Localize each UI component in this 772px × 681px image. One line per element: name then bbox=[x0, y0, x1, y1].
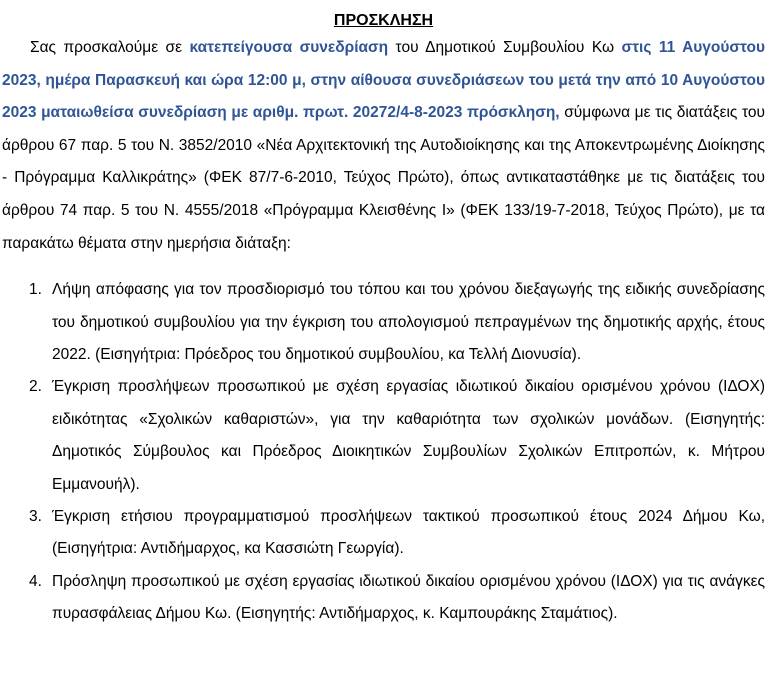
document-title: ΠΡΟΣΚΛΗΣΗ bbox=[333, 12, 434, 29]
intro-paragraph bbox=[2, 32, 765, 260]
agenda-item-2 bbox=[2, 371, 765, 501]
agenda-item-text: Έγκριση προσλήψεων προσωπικού με σχέση εργασίας ιδιωτικού δικαίου ορισμένου χρόνου (ΙΔΟΧ) ειδικότητας «Σχολικών καθαριστών», για την καθαριότητα των σχολικών μονάδων. (Εισηγητής: Δημοτικός Σύμβουλος και Πρόεδρος Διοικητικών Συμβουλίων Σχολικών Επιτροπών, κ. Μήτρου Εμμανουήλ). bbox=[52, 378, 765, 493]
intro-text-1: Σας προσκαλούμε σε bbox=[30, 39, 190, 56]
agenda-item-text: Λήψη απόφασης για τον προσδιορισμό του τόπου και του χρόνου διεξαγωγής της ειδικής συνεδρίασης του δημοτικού συμβουλίου για την έγκριση του απολογισμού πεπραγμένων της δημοτικής αρχής, έτους 2022. (Εισηγήτρια: Πρόεδρος του δημοτικού συμβουλίου, κα Τελλή Διονυσία). bbox=[52, 281, 765, 363]
intro-highlight-2: στις 11 Αυγούστου 2023, ημέρα Παρασκευή και ώρα 12:00 μ, στην αίθουσα συνεδριάσεων του μετά την από 10 Αυγούστου 2023 ματαιωθείσα συνεδρίαση με αριθμ. πρωτ. 20272/4-8-2023 πρόσκληση, bbox=[2, 39, 765, 122]
agenda-item-number: 2. bbox=[29, 378, 42, 396]
agenda-item-number: 4. bbox=[29, 572, 42, 590]
agenda-item-1 bbox=[2, 274, 765, 371]
agenda-item-number: 1. bbox=[29, 281, 42, 299]
agenda-item-4 bbox=[2, 566, 765, 631]
document-page bbox=[0, 10, 772, 681]
intro-text-3: σύμφωνα με τις διατάξεις του άρθρου 67 παρ. 5 του Ν. 3852/2010 «Νέα Αρχιτεκτονική της Αυτοδιοίκησης και της Αποκεντρωμένης Διοίκησης - Πρόγραμμα Καλλικράτης» (ΦΕΚ 87/7-6-2010, Τεύχος Πρώτο), όπως αντικαταστάθηκε με τις διατάξεις του άρθρου 74 παρ. 5 του Ν. 4555/2018 «Πρόγραμμα Κλεισθένης Ι» (ΦΕΚ 133/19-7-2018, Τεύχος Πρώτο), με τα παρακάτω θέματα στην ημερήσια διάταξη: bbox=[2, 104, 765, 252]
agenda-item-text: Πρόσληψη προσωπικού με σχέση εργασίας ιδιωτικού δικαίου ορισμένου χρόνου (ΙΔΟΧ) για τις ανάγκες πυρασφάλειας Δήμου Κω. (Εισηγητής: Αντιδήμαρχος, κ. Καμπουράκης Σταμάτιος). bbox=[52, 572, 765, 623]
intro-text-2: του Δημοτικού Συμβουλίου Κω bbox=[388, 39, 622, 56]
agenda-item-text: Έγκριση ετήσιου προγραμματισμού προσλήψεων τακτικού προσωπικού έτους 2024 Δήμου Κω, (Εισηγήτρια: Αντιδήμαρχος, κα Κασσιώτη Γεωργία). bbox=[52, 508, 765, 558]
intro-highlight-1: κατεπείγουσα συνεδρίαση bbox=[189, 39, 389, 56]
agenda-list bbox=[2, 274, 765, 630]
agenda-item-number: 3. bbox=[29, 508, 42, 525]
agenda-item-3 bbox=[2, 501, 765, 566]
